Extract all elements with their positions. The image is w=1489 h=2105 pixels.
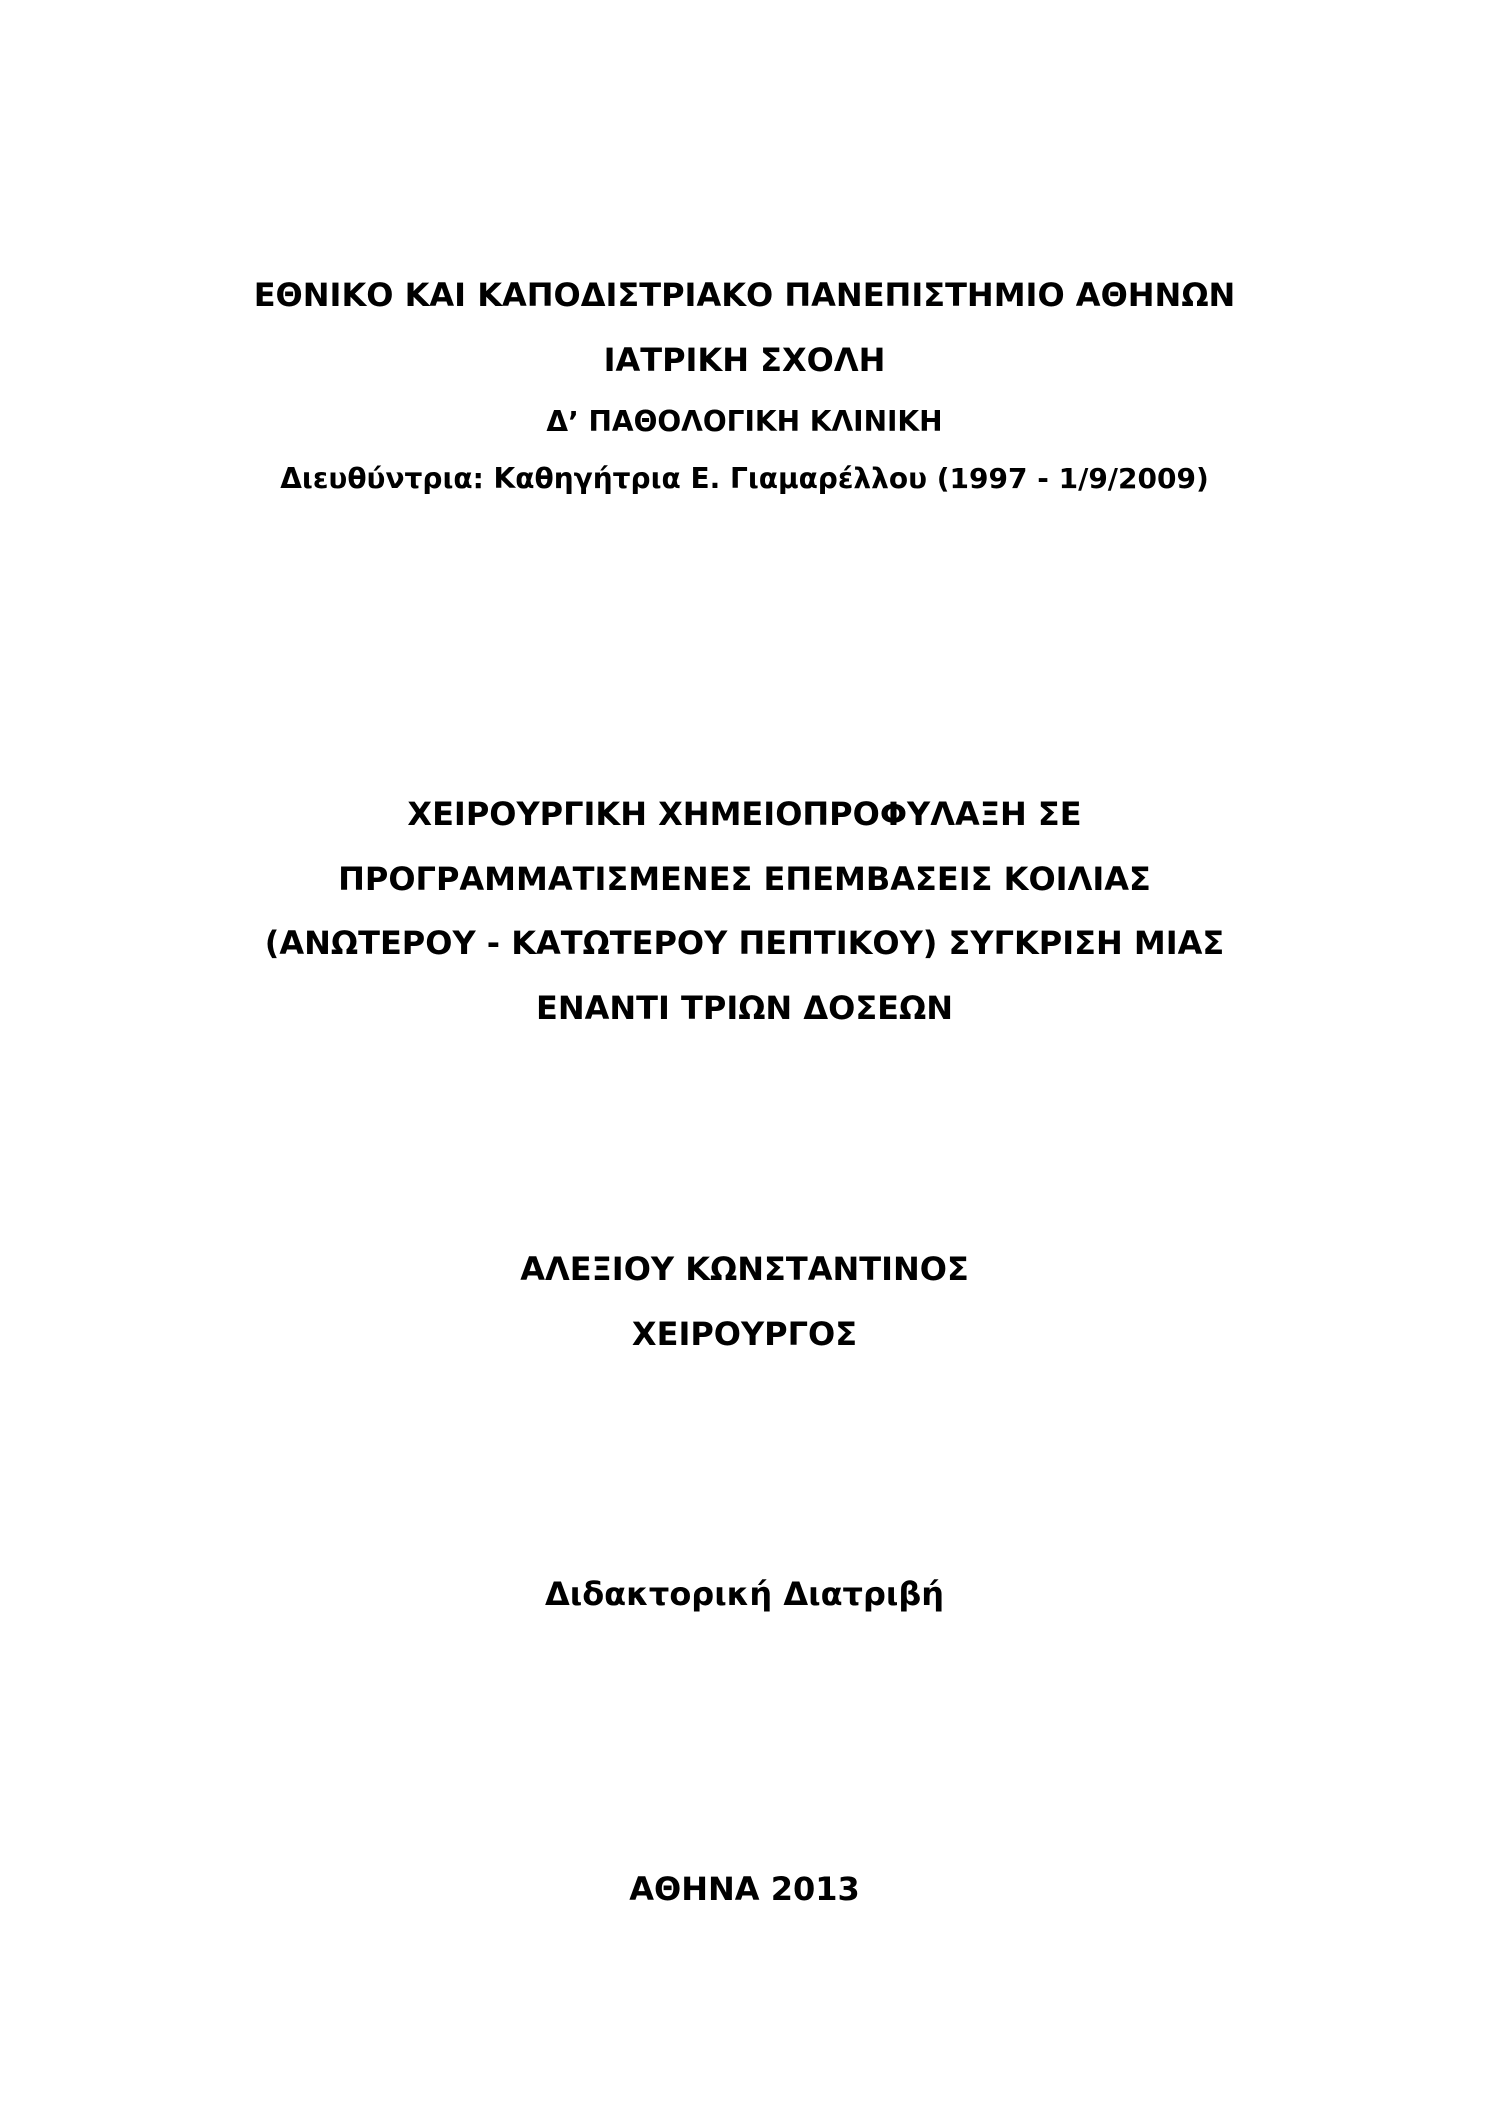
document-type: Διδακτορική Διατριβή	[544, 1575, 945, 1613]
thesis-title-line-3: (ΑΝΩΤΕΡΟΥ - ΚΑΤΩΤΕΡΟΥ ΠΕΠΤΙΚΟΥ) ΣΥΓΚΡΙΣΗ ΜΙΑΣ	[264, 924, 1225, 962]
thesis-title-line-2: ΠΡΟΓΡΑΜΜΑΤΙΣΜΕΝΕΣ ΕΠΕΜΒΑΣΕΙΣ ΚΟΙΛΙΑΣ	[338, 860, 1151, 898]
director-line: Διευθύντρια: Καθηγήτρια Ε. Γιαμαρέλλου (1997 - 1/9/2009)	[280, 462, 1209, 495]
clinic-name: Δ’ ΠΑΘΟΛΟΓΙΚΗ ΚΛΙΝΙΚΗ	[546, 405, 943, 438]
author-name: ΑΛΕΞΙΟΥ ΚΩΝΣΤΑΝΤΙΝΟΣ	[520, 1250, 969, 1288]
thesis-title-line-1: ΧΕΙΡΟΥΡΓΙΚΗ ΧΗΜΕΙΟΠΡΟΦΥΛΑΞΗ ΣΕ	[407, 795, 1082, 833]
school-name: ΙΑΤΡΙΚΗ ΣΧΟΛΗ	[603, 341, 886, 379]
thesis-title-line-4: ΕΝΑΝΤΙ ΤΡΙΩΝ ΔΟΣΕΩΝ	[535, 989, 954, 1027]
university-name: ΕΘΝΙΚΟ ΚΑΙ ΚΑΠΟΔΙΣΤΡΙΑΚΟ ΠΑΝΕΠΙΣΤΗΜΙΟ ΑΘΗΝΩΝ	[253, 276, 1236, 314]
author-role: ΧΕΙΡΟΥΡΓΟΣ	[631, 1315, 858, 1353]
place-year: ΑΘΗΝΑ 2013	[629, 1870, 860, 1908]
